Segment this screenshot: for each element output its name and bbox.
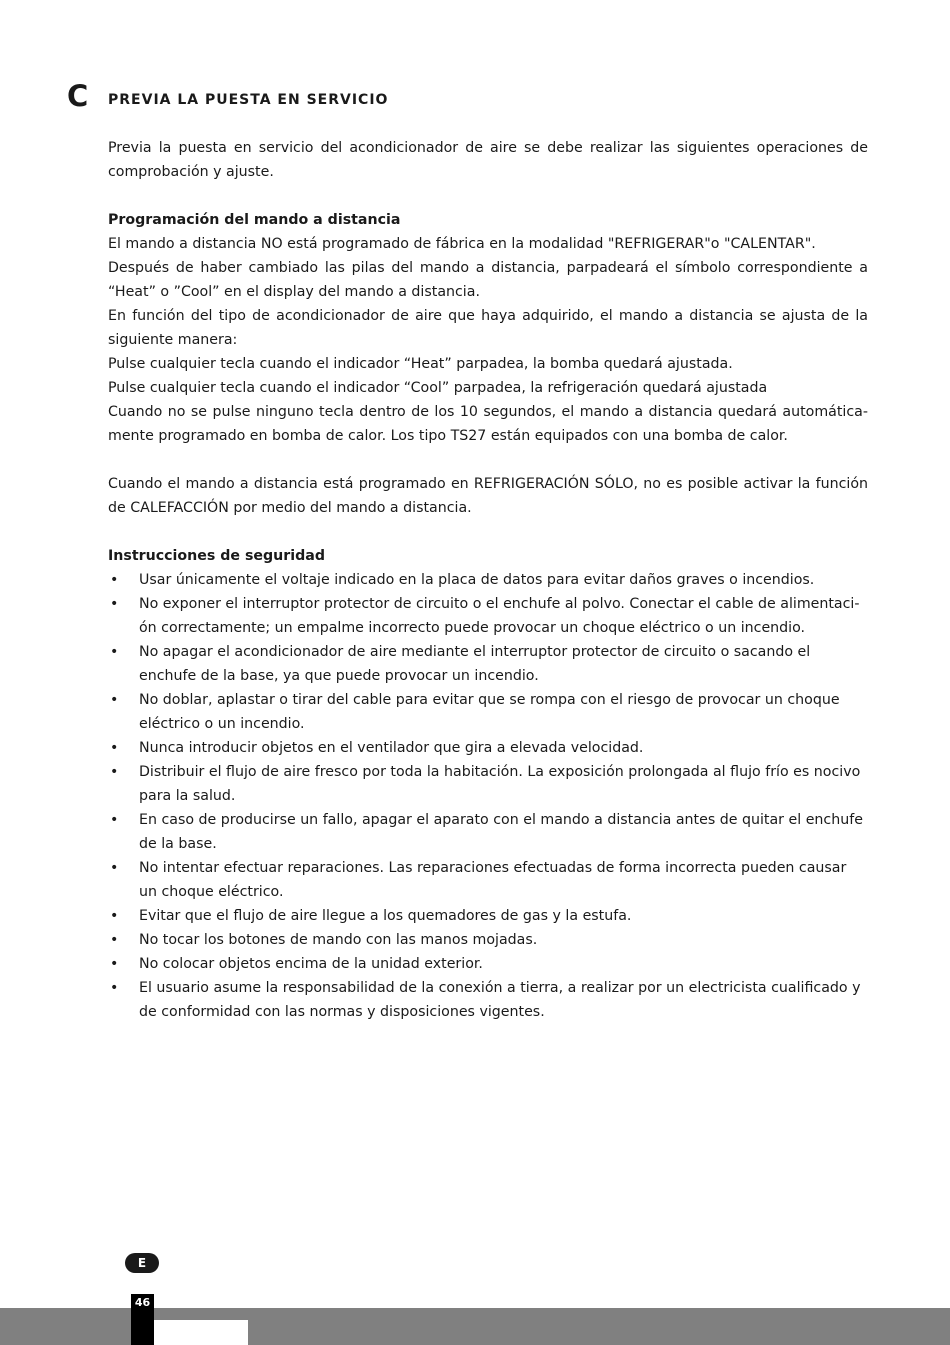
safety-list — [108, 568, 868, 1024]
list-item-text: No tocar los botones de mando con las manos mojadas. — [139, 932, 538, 948]
language-badge: E — [125, 1253, 159, 1273]
bullet-icon: • — [110, 572, 119, 588]
list-item-text: No exponer el interruptor protector de circuito o el enchufe al polvo. Conectar el cable de alimentación correctamente; un empalme incorrecto puede provocar un choque eléctrico o un incendio. — [139, 596, 860, 636]
list-item-text: No doblar, aplastar o tirar del cable para evitar que se rompa con el riesgo de provocar un choque eléctrico o un incendio. — [139, 692, 840, 732]
bullet-icon: • — [110, 932, 119, 948]
bullet-icon: • — [110, 980, 119, 996]
bullet-icon: • — [110, 812, 119, 828]
remote-line: Cuando no se pulse ninguno tecla dentro de los 10 segundos, el mando a distancia quedará automáticamente programado en bomba de calor. Los tipo TS27 están equipados con una bomba de calor. — [108, 404, 868, 444]
list-item-text: El usuario asume la responsabilidad de la conexión a tierra, a realizar por un electricista cualificado y de conformidad con las normas y disposiciones vigentes. — [139, 980, 861, 1020]
bullet-icon: • — [110, 596, 119, 612]
list-item-text: En caso de producirse un fallo, apagar el aparato con el mando a distancia antes de quitar el enchufe de la base. — [139, 812, 863, 852]
list-item — [108, 856, 868, 904]
remote-line: El mando a distancia NO está programado de fábrica en la modalidad "REFRIGERAR"o "CALENTAR". — [108, 236, 816, 252]
list-item — [108, 904, 868, 928]
remote-heading: Programación del mando a distancia — [108, 212, 401, 228]
list-item — [108, 976, 868, 1024]
bullet-icon: • — [110, 692, 119, 708]
bullet-icon: • — [110, 956, 119, 972]
list-item — [108, 952, 868, 976]
list-item — [108, 736, 868, 760]
list-item-text: No colocar objetos encima de la unidad exterior. — [139, 956, 483, 972]
bullet-icon: • — [110, 860, 119, 876]
list-item-text: No apagar el acondicionador de aire mediante el interruptor protector de circuito o sacando el enchufe de la base, ya que puede provocar un incendio. — [139, 644, 811, 684]
remote-line: Pulse cualquier tecla cuando el indicador “Heat” parpadea, la bomba quedará ajustada. — [108, 356, 733, 372]
remote-line: Pulse cualquier tecla cuando el indicador “Cool” parpadea, la refrigeración quedará ajustada — [108, 380, 768, 396]
list-item — [108, 760, 868, 808]
bullet-icon: • — [110, 908, 119, 924]
bullet-icon: • — [110, 644, 119, 660]
remote-line: En función del tipo de acondicionador de aire que haya adquirido, el mando a distancia se ajusta de la siguiente manera: — [108, 308, 868, 348]
safety-heading: Instrucciones de seguridad — [108, 548, 326, 564]
list-item-text: No intentar efectuar reparaciones. Las reparaciones efectuadas de forma incorrecta pueden causar un choque eléctrico. — [139, 860, 847, 900]
intro-paragraph: Previa la puesta en servicio del acondicionador de aire se debe realizar las siguientes operaciones de comprobación y ajuste. — [108, 140, 868, 180]
bullet-icon: • — [110, 740, 119, 756]
list-item — [108, 640, 868, 688]
list-item — [108, 592, 868, 640]
list-item — [108, 568, 868, 592]
remote-note: Cuando el mando a distancia está programado en REFRIGERACIÓN SÓLO, no es posible activar la función de CALEFACCIÓN por medio del mando a distancia. — [108, 476, 868, 516]
footer-white-tab — [154, 1320, 248, 1345]
section-letter: C — [67, 79, 89, 113]
list-item-text: Nunca introducir objetos en el ventilador que gira a elevada velocidad. — [139, 740, 644, 756]
page-content — [108, 136, 868, 1024]
list-item — [108, 688, 868, 736]
remote-line: Después de haber cambiado las pilas del mando a distancia, parpadeará el símbolo correspondiente a “Heat” o ”Cool” en el display del mando a distancia. — [108, 260, 868, 300]
list-item — [108, 808, 868, 856]
page-number: 46 — [134, 1296, 151, 1309]
section-title: PREVIA LA PUESTA EN SERVICIO — [108, 92, 389, 108]
list-item-text: Evitar que el flujo de aire llegue a los quemadores de gas y la estufa. — [139, 908, 632, 924]
bullet-icon: • — [110, 764, 119, 780]
list-item-text: Distribuir el flujo de aire fresco por toda la habitación. La exposición prolongada al flujo frío es nocivo para la salud. — [139, 764, 861, 804]
list-item — [108, 928, 868, 952]
list-item-text: Usar únicamente el voltaje indicado en la placa de datos para evitar daños graves o incendios. — [139, 572, 815, 588]
